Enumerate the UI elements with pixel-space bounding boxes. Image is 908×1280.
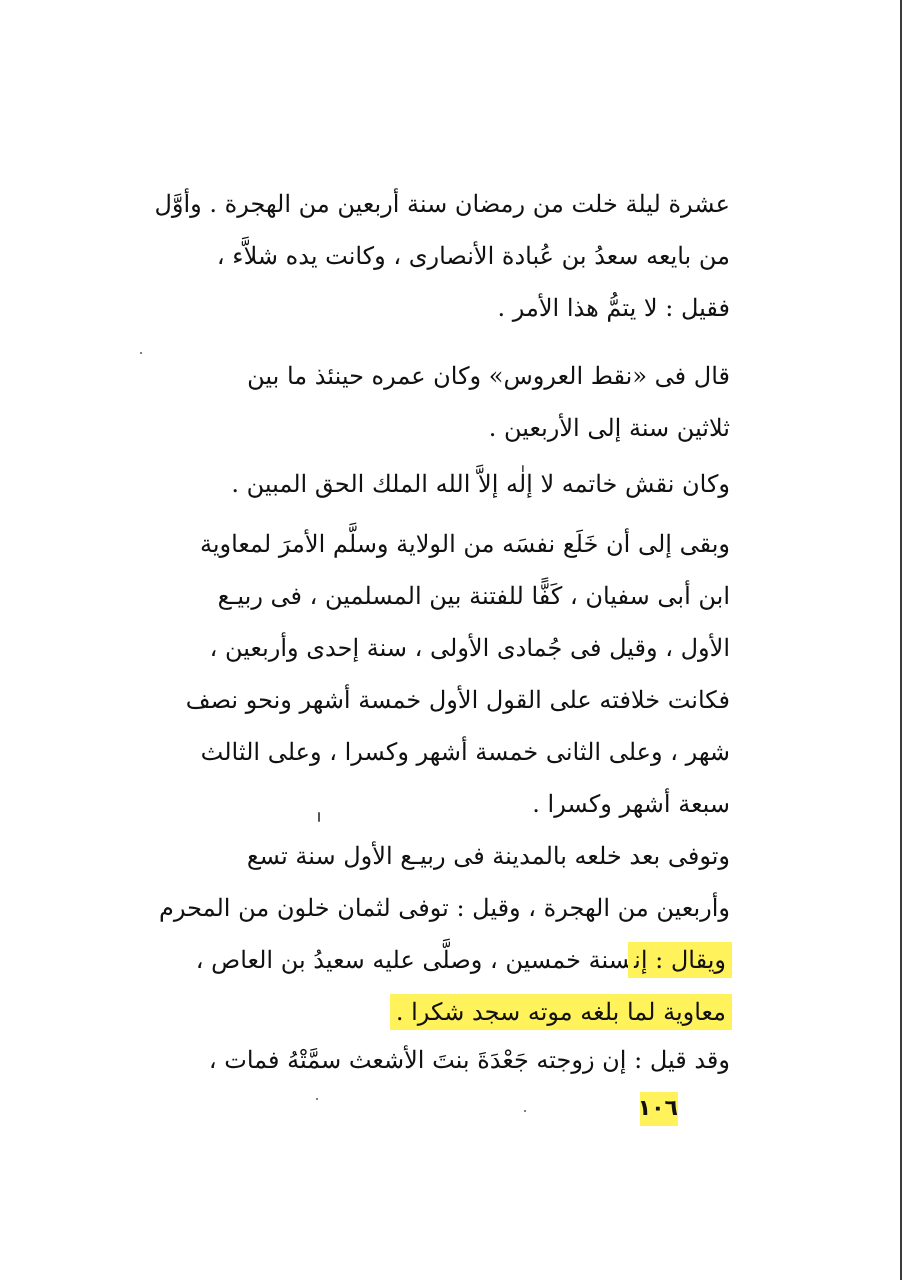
paragraph-5	[150, 830, 730, 1038]
text-line: فكانت خلافته على القول الأول خمسة أشهر ونحو نصف	[185, 686, 730, 714]
text-line: ابن أبى سفيان ، كَفًّا للفتنة بين المسلمين ، فى ربيـع	[217, 582, 730, 610]
page-number: ١٠٦	[640, 1092, 678, 1126]
paragraph-2	[150, 350, 730, 454]
paragraph-6	[150, 1034, 730, 1086]
text-line	[150, 934, 730, 986]
text-line: فقيل : لا يتمُّ هذا الأمر .	[497, 294, 730, 322]
text-line	[150, 986, 730, 1038]
text-line: وكان نقش خاتمه لا إلٰه إلاَّ الله الملك الحق المبين .	[231, 470, 730, 498]
paragraph-1	[150, 178, 730, 334]
text-line: عشرة ليلة خلت من رمضان سنة أربعين من الهجرة . وأوَّل	[154, 190, 730, 218]
text-run: سنة خمسين ، وصلَّى عليه سعيدُ بن العاص ،	[195, 946, 631, 974]
paragraph-3	[150, 458, 730, 510]
scan-speck	[524, 1110, 526, 1112]
highlighted-phrase: ويقال : إن	[630, 944, 730, 976]
highlighted-line: معاوية لما بلغه موته سجد شكرا .	[392, 996, 730, 1028]
text-line: شهر ، وعلى الثانى خمسة أشهر وكسرا ، وعلى الثالث	[200, 738, 730, 766]
scan-speck	[140, 352, 142, 354]
scan-speck	[318, 812, 320, 822]
page-edge	[900, 0, 902, 1280]
paragraph-4	[150, 518, 730, 830]
text-line: ثلاثين سنة إلى الأربعين .	[488, 414, 730, 442]
scan-speck	[316, 1098, 318, 1100]
text-line: قال فى «نقط العروس» وكان عمره حينئذ ما بين	[247, 362, 730, 390]
text-line: وبقى إلى أن خَلَع نفسَه من الولاية وسلَّم الأمرَ لمعاوية	[199, 530, 730, 558]
text-line: من بايعه سعدُ بن عُبادة الأنصارى ، وكانت يده شلاَّء ،	[216, 242, 730, 270]
text-line: الأول ، وقيل فى جُمادى الأولى ، سنة إحدى وأربعين ،	[209, 634, 730, 662]
text-line: وقد قيل : إن زوجته جَعْدَةَ بنتَ الأشعث سمَّتْهُ فمات ،	[208, 1046, 730, 1074]
text-line: وتوفى بعد خلعه بالمدينة فى ربيـع الأول سنة تسع	[246, 842, 730, 870]
text-line: سبعة أشهر وكسرا .	[532, 790, 730, 818]
text-line: وأربعين من الهجرة ، وقيل : توفى لثمان خلون من المحرم	[159, 894, 730, 922]
